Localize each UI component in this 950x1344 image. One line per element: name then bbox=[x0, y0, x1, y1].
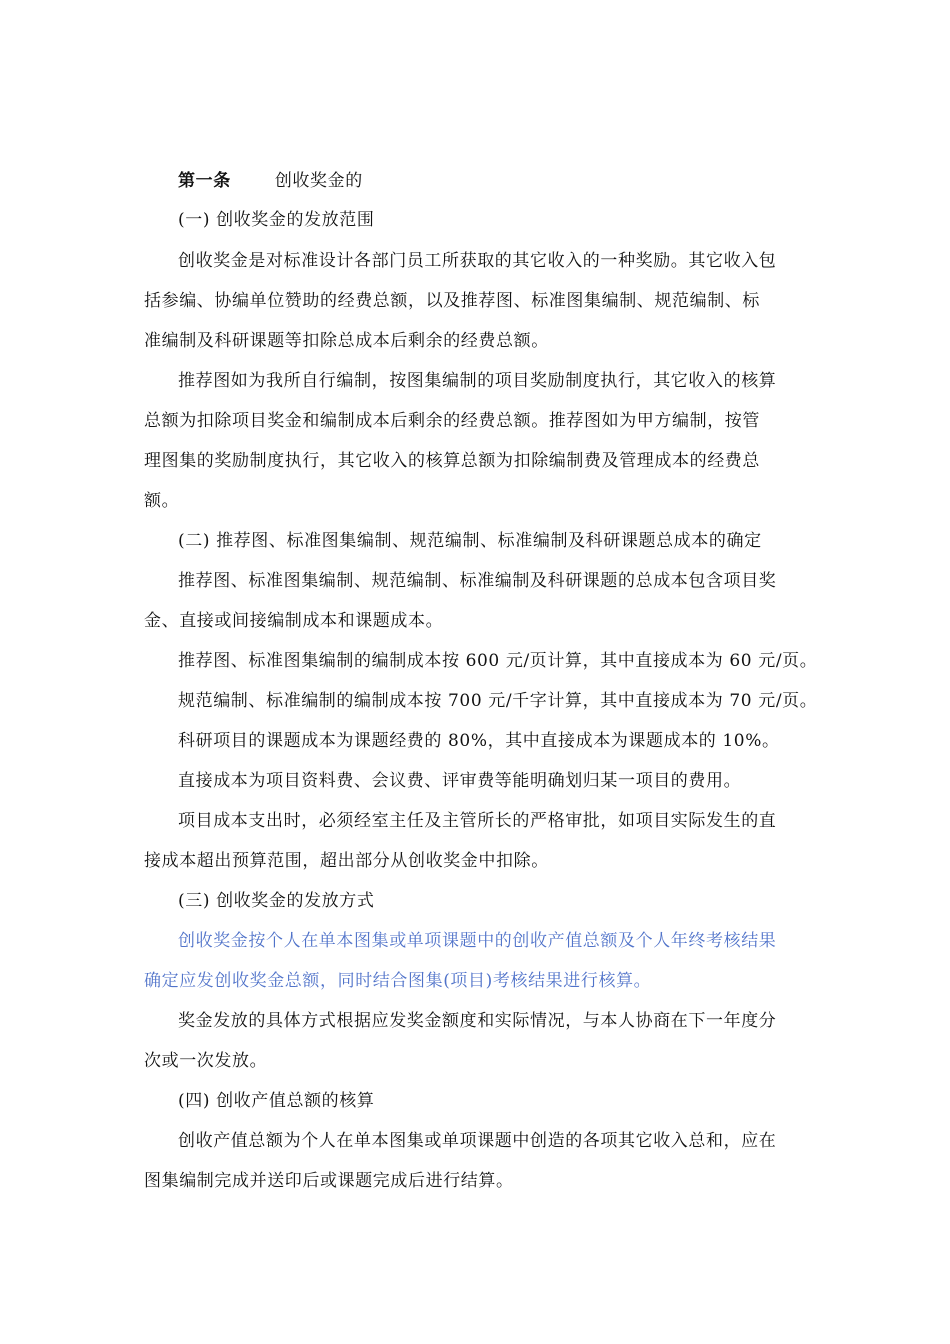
paragraph-line: 接成本超出预算范围，超出部分从创收奖金中扣除。 bbox=[144, 851, 549, 871]
paragraph-line: 括参编、协编单位赞助的经费总额，以及推荐图、标准图集编制、规范编制、标 bbox=[144, 291, 760, 311]
paragraph-line: 次或一次发放。 bbox=[144, 1051, 268, 1071]
section-heading-1: (一) 创收奖金的发放范围 bbox=[178, 210, 375, 230]
paragraph-line: 规范编制、标准编制的编制成本按 700 元/千字计算，其中直接成本为 70 元/页。 bbox=[178, 691, 818, 711]
article-number: 第一条 bbox=[178, 171, 231, 191]
paragraph-line: 推荐图如为我所自行编制，按图集编制的项目奖励制度执行，其它收入的核算 bbox=[178, 371, 777, 391]
paragraph-line: 总额为扣除项目奖金和编制成本后剩余的经费总额。推荐图如为甲方编制，按管 bbox=[144, 411, 760, 431]
paragraph-line: 创收奖金是对标准设计各部门员工所获取的其它收入的一种奖励。其它收入包 bbox=[178, 251, 777, 271]
paragraph-line: 科研项目的课题成本为课题经费的 80%，其中直接成本为课题成本的 10%。 bbox=[178, 731, 780, 751]
paragraph-line: 准编制及科研课题等扣除总成本后剩余的经费总额。 bbox=[144, 331, 549, 351]
section-heading-4: (四) 创收产值总额的核算 bbox=[178, 1091, 375, 1111]
paragraph-line: 创收产值总额为个人在单本图集或单项课题中创造的各项其它收入总和，应在 bbox=[178, 1131, 777, 1151]
paragraph-line: 直接成本为项目资料费、会议费、评审费等能明确划归某一项目的费用。 bbox=[178, 771, 742, 791]
article-heading bbox=[178, 169, 363, 193]
section-heading-2: (二) 推荐图、标准图集编制、规范编制、标准编制及科研课题总成本的确定 bbox=[178, 531, 762, 551]
paragraph-line: 金、直接或间接编制成本和课题成本。 bbox=[144, 611, 444, 631]
paragraph-line: 奖金发放的具体方式根据应发奖金额度和实际情况，与本人协商在下一年度分 bbox=[178, 1011, 777, 1031]
highlighted-line: 创收奖金按个人在单本图集或单项课题中的创收产值总额及个人年终考核结果 bbox=[178, 931, 777, 951]
section-heading-3: (三) 创收奖金的发放方式 bbox=[178, 891, 375, 911]
article-title: 创收奖金的 bbox=[274, 171, 363, 191]
paragraph-line: 额。 bbox=[144, 491, 180, 511]
paragraph-line: 推荐图、标准图集编制的编制成本按 600 元/页计算，其中直接成本为 60 元/页。 bbox=[178, 651, 818, 671]
paragraph-line: 项目成本支出时，必须经室主任及主管所长的严格审批，如项目实际发生的直 bbox=[178, 811, 777, 831]
paragraph-line: 理图集的奖励制度执行，其它收入的核算总额为扣除编制费及管理成本的经费总 bbox=[144, 451, 760, 471]
paragraph-line: 图集编制完成并送印后或课题完成后进行结算。 bbox=[144, 1171, 514, 1191]
paragraph-line: 推荐图、标准图集编制、规范编制、标准编制及科研课题的总成本包含项目奖 bbox=[178, 571, 777, 591]
highlighted-line: 确定应发创收奖金总额，同时结合图集(项目)考核结果进行核算。 bbox=[144, 971, 652, 991]
